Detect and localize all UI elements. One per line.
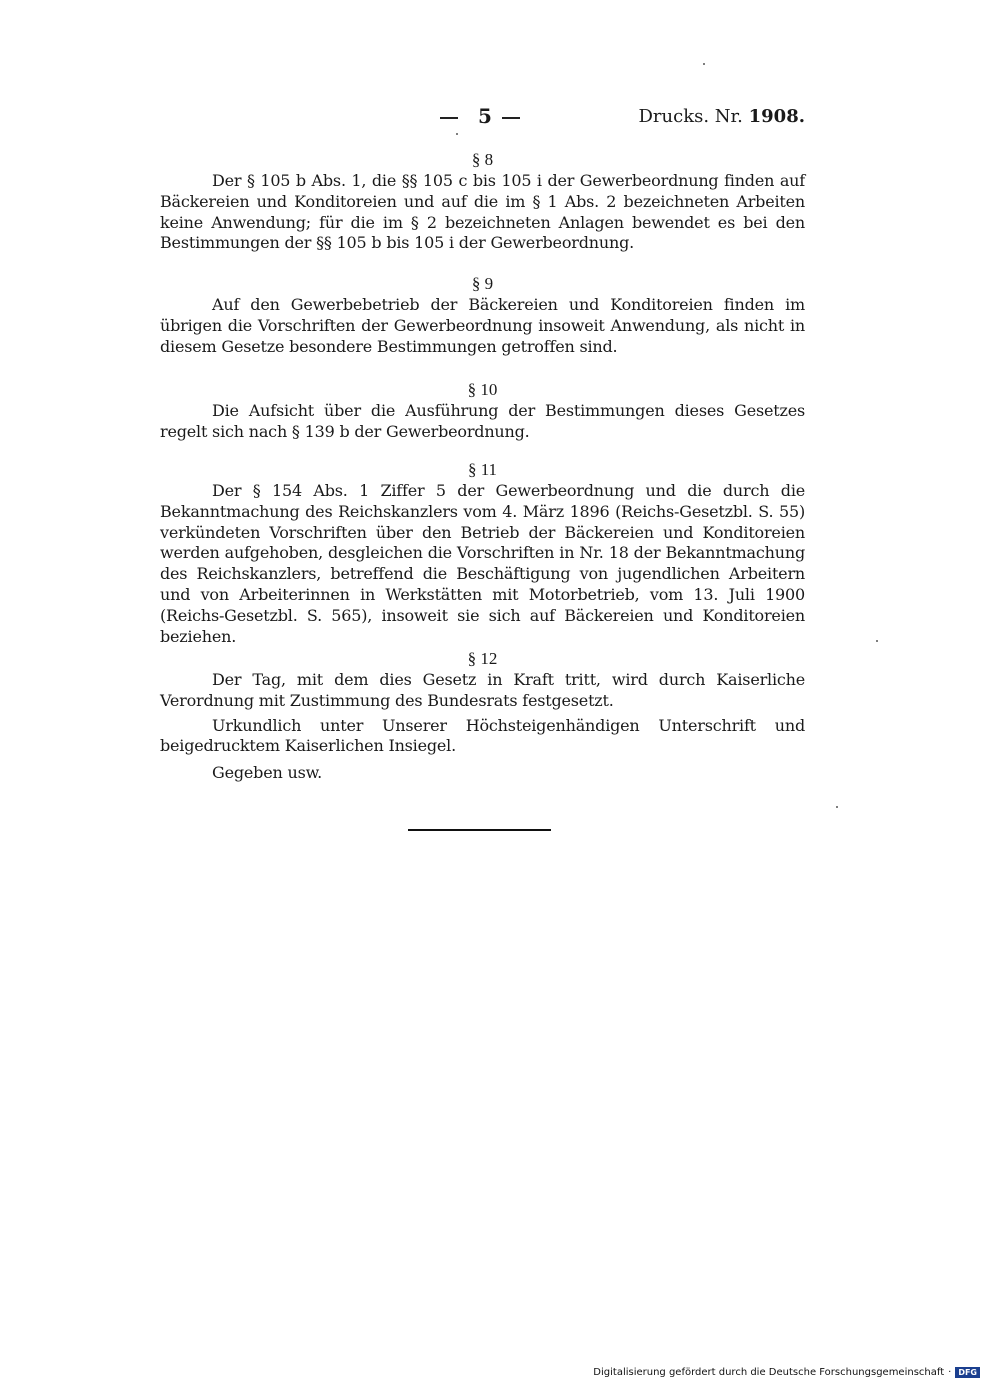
- closing-formula: Urkundlich unter Unserer Höchsteigenhändigen Unterschrift und beigedrucktem Kaiserlichen Insiegel.: [160, 715, 805, 756]
- document-reference: [638, 106, 805, 127]
- section-11: [160, 459, 805, 647]
- given-line: Gegeben usw.: [212, 763, 323, 783]
- end-rule: [408, 829, 551, 831]
- page-number: 5: [478, 104, 492, 128]
- page-header: [160, 104, 805, 132]
- section-12: [160, 648, 805, 784]
- section-heading: § 11: [467, 460, 498, 479]
- dash-left: [440, 117, 458, 119]
- digitization-footer: [593, 1365, 980, 1379]
- dash-right: [502, 117, 520, 119]
- section-paragraph: Der Tag, mit dem dies Gesetz in Kraft tritt, wird durch Kaiserliche Verordnung mit Zustimmung des Bundesrats festgesetzt.: [160, 670, 805, 710]
- scan-speck: [876, 640, 878, 642]
- section-paragraph: Der § 105 b Abs. 1, die §§ 105 c bis 105 i der Gewerbeordnung finden auf Bäckereien und Konditoreien und auf die im § 1 Abs. 2 bezeichneten Arbeiten keine Anwendung; für die im § 2 bezeichneten Anlagen bewendet es bei den Bestimmungen der §§ 105 b bis 105 i der Gewerbeordnung.: [160, 171, 805, 253]
- dfg-logo: DFG: [955, 1367, 980, 1378]
- section-heading: § 12: [467, 649, 498, 668]
- doc-ref-number: 1908.: [748, 106, 805, 127]
- scan-speck: [703, 63, 705, 65]
- section-heading: § 8: [471, 150, 494, 169]
- scan-speck: [836, 806, 838, 808]
- section-paragraph: Die Aufsicht über die Ausführung der Bestimmungen dieses Gesetzes regelt sich nach § 139 b der Gewerbeordnung.: [160, 401, 805, 441]
- section-10: [160, 379, 805, 443]
- section-heading: § 9: [471, 274, 494, 293]
- footer-text: Digitalisierung gefördert durch die Deutsche Forschungsgemeinschaft: [593, 1366, 945, 1378]
- section-8: [160, 149, 805, 254]
- scan-speck: [456, 133, 458, 135]
- section-9: [160, 273, 805, 357]
- section-paragraph: Der § 154 Abs. 1 Ziffer 5 der Gewerbeordnung und die durch die Bekanntmachung des Reichskanzlers vom 4. März 1896 (Reichs-Gesetzbl. S. 55) verkündeten Vorschriften über den Betrieb der Bäckereien und Konditoreien werden aufgehoben, desgleichen die Vorschriften in Nr. 18 der Bekanntmachung des Reichskanzlers, betreffend die Beschäftigung von jugendlichen Arbeitern und von Arbeiterinnen in Werkstätten mit Motorbetrieb, vom 13. Juli 1900 (Reichs-Gesetzbl. S. 565), insoweit sie sich auf Bäckereien und Konditoreien beziehen.: [160, 481, 805, 646]
- section-heading: § 10: [467, 380, 498, 399]
- section-paragraph: Auf den Gewerbebetrieb der Bäckereien und Konditoreien finden im übrigen die Vorschriften der Gewerbeordnung insoweit Anwendung, als nicht in diesem Gesetze besondere Bestimmungen getroffen sind.: [160, 295, 805, 356]
- doc-ref-prefix: Drucks. Nr.: [638, 106, 743, 127]
- footer-separator-dot: ·: [948, 1366, 952, 1378]
